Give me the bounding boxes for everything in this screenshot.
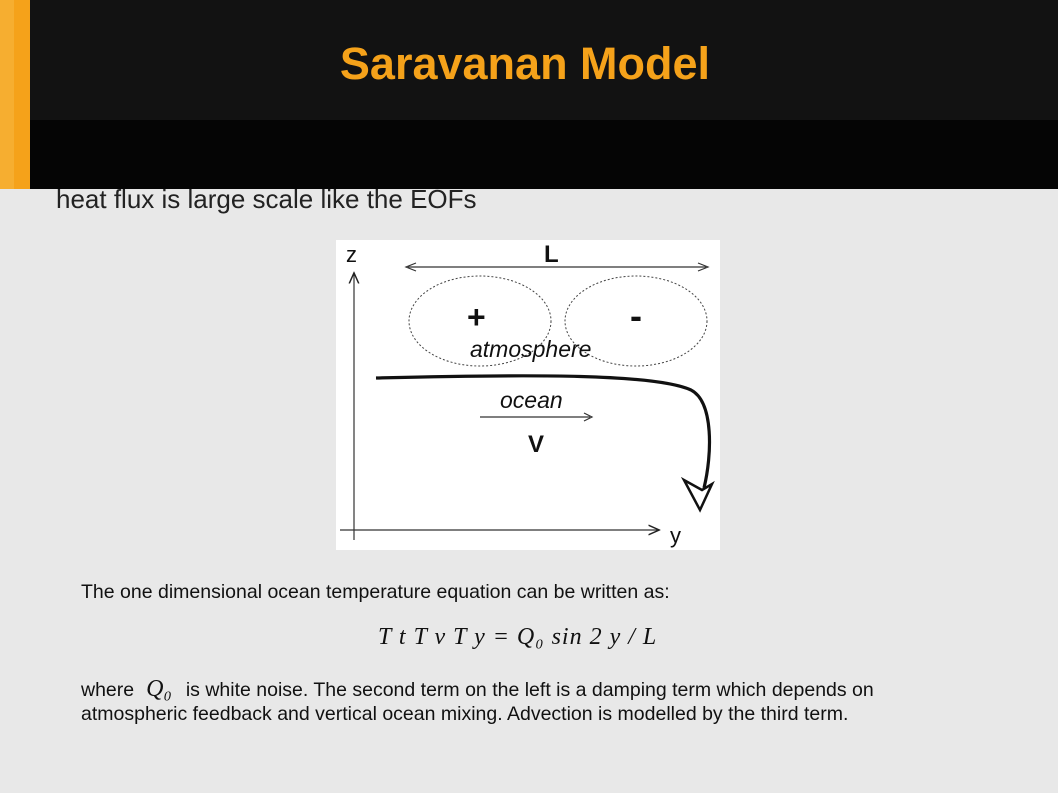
equation-explanation [81, 677, 981, 726]
diagram-figure [336, 240, 720, 550]
temperature-equation: T t T v T y = Q₀ sin 2 y / L [378, 624, 658, 650]
length-label: L [544, 241, 559, 268]
q0-symbol: Q₀ [146, 676, 172, 702]
atmosphere-label: atmosphere [470, 336, 592, 362]
description-text: is white noise. The second term on the left is a damping term which depends on atmospheric feedback and vertical ocean mixing. Advection is modelled by the third term. [81, 679, 874, 725]
ocean-label: ocean [500, 387, 563, 413]
accent-highlight [0, 0, 14, 189]
equation-intro: The one dimensional ocean temperature equation can be written as: [81, 581, 670, 603]
minus-sign: - [630, 295, 642, 336]
slide-title: Saravanan Model [339, 38, 711, 89]
velocity-label: V [528, 431, 545, 458]
y-axis-label: y [670, 523, 681, 548]
where-label: where [81, 679, 135, 701]
heat-flux-arrowhead [684, 480, 712, 510]
plus-sign: + [467, 299, 486, 335]
slide-subheading: heat flux is large scale like the EOFs [56, 184, 477, 214]
header-band [0, 120, 1058, 189]
z-axis-label: z [346, 242, 357, 267]
diagram-svg [336, 240, 720, 550]
